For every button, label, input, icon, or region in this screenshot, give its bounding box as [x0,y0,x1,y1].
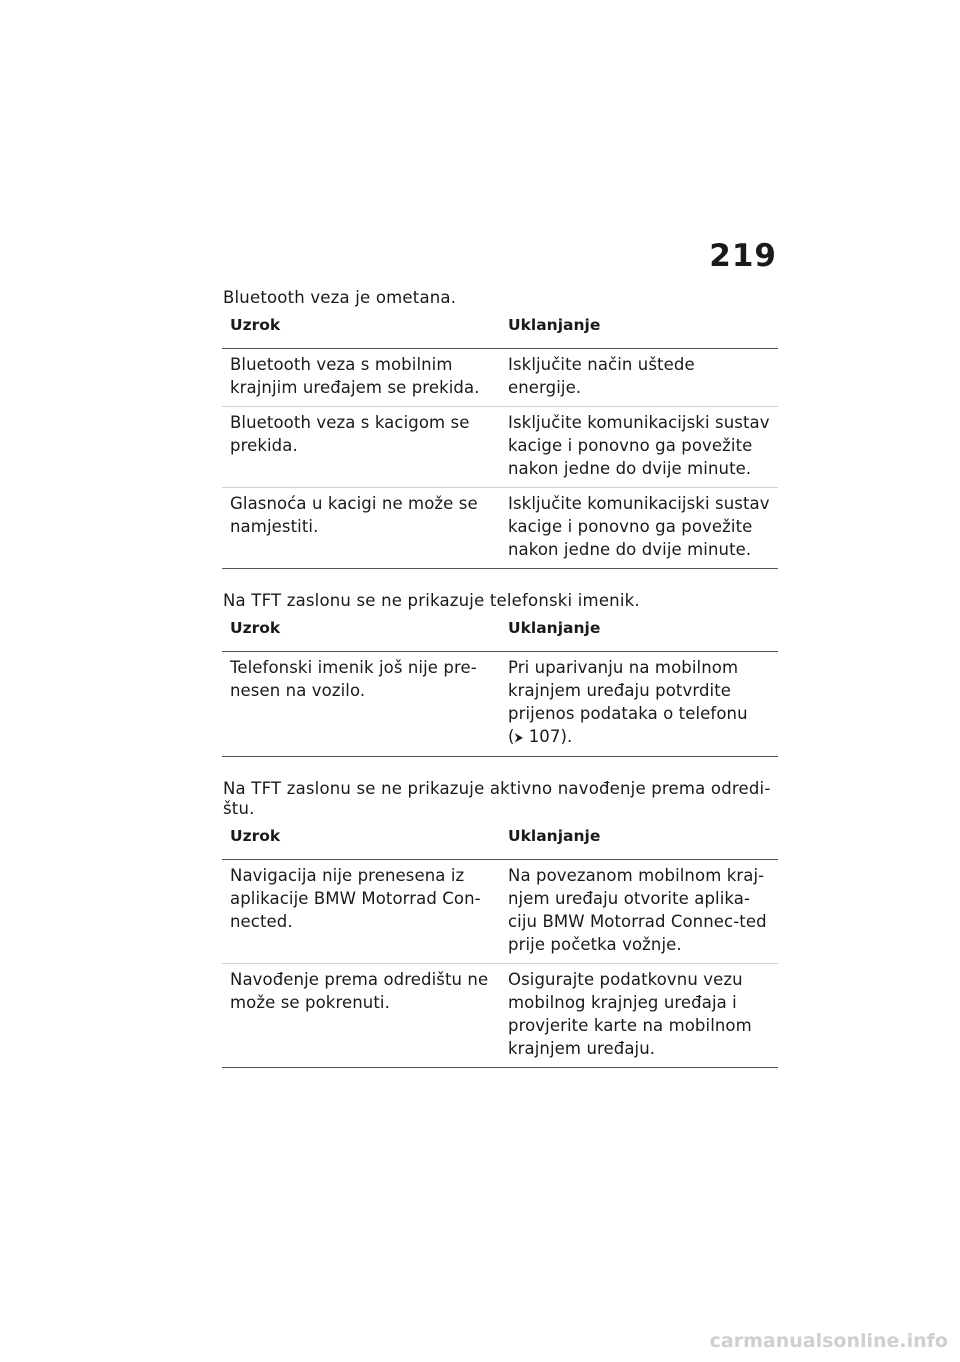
troubleshooting-table [222,819,778,1068]
troubleshooting-table [222,611,778,757]
remedy-cell: Isključite način uštede energije. [500,349,778,407]
watermark-footer: carmanualsonline.info [709,1330,948,1352]
page-reference-link[interactable]: 107). [528,727,573,746]
table-header-row [222,308,778,349]
section-title: Na TFT zaslonu se ne prikazuje aktivno navođenje prema odredi-štu. [223,779,771,818]
table-row [222,860,778,964]
troubleshooting-table [222,308,778,569]
section-bluetooth [222,288,778,569]
section-phonebook [222,591,778,757]
remedy-cell: Osigurajte podatkovnu vezu mobilnog krajnjeg uređaja i provjerite karte na mobilnom krajnjem uređaju. [500,964,778,1068]
remedy-cell: Pri uparivanju na mobilnom krajnjem uređaju potvrdite prijenos podataka o telefonu (⮞ 107). [500,652,778,757]
cause-cell: Glasnoća u kacigi ne može se namjestiti. [222,488,500,569]
column-header-remedy: Uklanjanje [500,819,778,860]
table-row [222,407,778,488]
table-header-row [222,611,778,652]
cause-cell: Telefonski imenik još nije pre-nesen na vozilo. [222,652,500,757]
cause-cell: Bluetooth veza s kacigom se prekida. [222,407,500,488]
column-header-cause: Uzrok [222,611,500,652]
remedy-cell: Na povezanom mobilnom kraj-njem uređaju otvorite aplika-ciju BMW Motorrad Connec-ted prije početka vožnje. [500,860,778,964]
column-header-cause: Uzrok [222,819,500,860]
remedy-text: Pri uparivanju na mobilnom krajnjem uređaju potvrdite prijenos podataka o telefonu [508,658,748,723]
table-row [222,488,778,569]
page-number: 219 [709,238,777,274]
remedy-cell: Isključite komunikacijski sustav kacige i ponovno ga povežite nakon jedne do dvije minute. [500,488,778,569]
section-title: Bluetooth veza je ometana. [223,288,457,307]
table-row [222,652,778,757]
cross-reference-arrow-icon: ⮞ [514,730,524,744]
column-header-remedy: Uklanjanje [500,308,778,349]
remedy-cell: Isključite komunikacijski sustav kacige i ponovno ga povežite nakon jedne do dvije minute. [500,407,778,488]
section-navigation [222,779,778,1068]
table-row [222,349,778,407]
cause-cell: Navigacija nije prenesena iz aplikacije BMW Motorrad Con-nected. [222,860,500,964]
page-content [222,288,778,1090]
column-header-remedy: Uklanjanje [500,611,778,652]
table-header-row [222,819,778,860]
table-row [222,964,778,1068]
section-title: Na TFT zaslonu se ne prikazuje telefonski imenik. [223,591,640,610]
column-header-cause: Uzrok [222,308,500,349]
cause-cell: Bluetooth veza s mobilnim krajnjim uređajem se prekida. [222,349,500,407]
cause-cell: Navođenje prema odredištu ne može se pokrenuti. [222,964,500,1068]
